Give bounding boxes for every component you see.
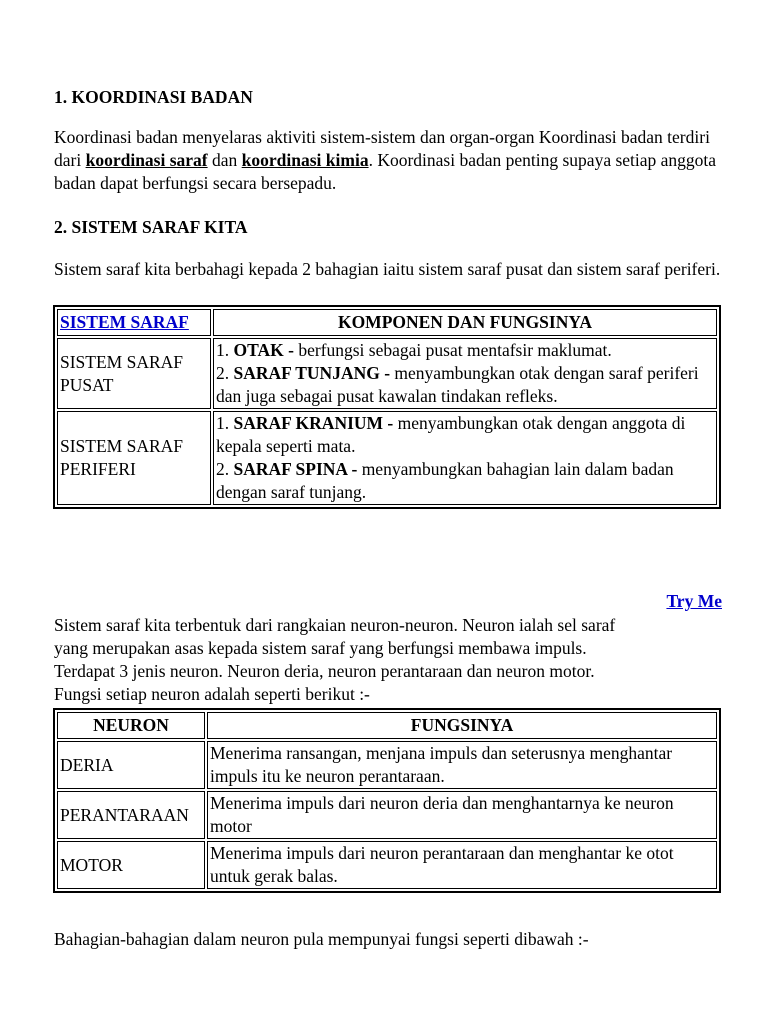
component-desc: berfungsi sebagai pusat mentafsir maklumat. <box>293 340 612 360</box>
neuron-name-cell: DERIA <box>57 741 205 789</box>
section1-paragraph <box>54 126 734 195</box>
try-me-link[interactable]: Try Me <box>666 591 722 611</box>
component-desc: menyambungkan bahagian lain dalam badan dengan saraf tunjang. <box>216 459 674 502</box>
closing-paragraph: Bahagian-bahagian dalam neuron pula mempunyai fungsi seperti dibawah :- <box>54 929 589 949</box>
neuron-intro-line: Sistem saraf kita terbentuk dari rangkaian neuron-neuron. Neuron ialah sel saraf <box>54 615 616 635</box>
sistem-saraf-link[interactable]: SISTEM SARAF <box>60 312 189 332</box>
neuron-table <box>53 708 721 893</box>
section1-heading: 1. KOORDINASI BADAN <box>54 87 253 107</box>
component-name: SARAF SPINA - <box>233 459 358 479</box>
row-name-cell: SISTEM SARAF PUSAT <box>57 338 211 409</box>
item-number: 2. <box>216 459 234 479</box>
neuron-intro <box>54 614 734 706</box>
table-row <box>57 338 717 409</box>
neuron-desc-cell: Menerima impuls dari neuron deria dan menghantarnya ke neuron motor <box>207 791 717 839</box>
neuron-name-cell: MOTOR <box>57 841 205 889</box>
koordinasi-kimia-link[interactable]: koordinasi kimia <box>241 150 369 170</box>
section1-text-a: Koordinasi badan menyelaras aktiviti sistem-sistem dan organ-organ Koordinasi badan terdiri dari <box>54 127 710 170</box>
table-row <box>57 791 717 839</box>
component-item <box>216 412 714 458</box>
table-header-row <box>57 712 717 739</box>
component-item <box>216 339 714 362</box>
header-sistem-saraf <box>57 309 211 336</box>
section2-heading: 2. SISTEM SARAF KITA <box>54 217 248 237</box>
component-name: SARAF KRANIUM - <box>233 413 394 433</box>
component-desc: menyambungkan otak dengan anggota di kepala seperti mata. <box>216 413 686 456</box>
component-name: OTAK - <box>233 340 294 360</box>
item-number: 1. <box>216 340 234 360</box>
neuron-desc-cell: Menerima ransangan, menjana impuls dan seterusnya menghantar impuls itu ke neuron perantaraan. <box>207 741 717 789</box>
section1-text-and: dan <box>207 150 242 170</box>
item-number: 2. <box>216 363 234 383</box>
row-desc-cell <box>213 338 717 409</box>
neuron-intro-line: yang merupakan asas kepada sistem saraf yang berfungsi membawa impuls. <box>54 638 587 658</box>
table-row <box>57 411 717 505</box>
neuron-name-cell: PERANTARAAN <box>57 791 205 839</box>
koordinasi-saraf-link[interactable]: koordinasi saraf <box>85 150 208 170</box>
component-desc: menyambungkan otak dengan saraf periferi dan juga sebagai pusat kawalan tindakan refleks. <box>216 363 699 406</box>
neuron-intro-line: Terdapat 3 jenis neuron. Neuron deria, neuron perantaraan dan neuron motor. <box>54 661 595 681</box>
component-name: SARAF TUNJANG - <box>233 363 391 383</box>
neuron-desc-cell: Menerima impuls dari neuron perantaraan dan menghantar ke otot untuk gerak balas. <box>207 841 717 889</box>
section1-text-b: . Koordinasi badan penting supaya setiap anggota badan dapat berfungsi secara bersepadu. <box>54 150 717 193</box>
header-neuron: NEURON <box>57 712 205 739</box>
table-row <box>57 741 717 789</box>
component-item <box>216 458 714 504</box>
table-row <box>57 841 717 889</box>
sistem-saraf-table <box>53 305 721 509</box>
neuron-intro-line: Fungsi setiap neuron adalah seperti berikut :- <box>54 684 370 704</box>
row-name-cell: SISTEM SARAF PERIFERI <box>57 411 211 505</box>
row-desc-cell <box>213 411 717 505</box>
table-header-row <box>57 309 717 336</box>
header-komponen: KOMPONEN DAN FUNGSINYA <box>213 309 717 336</box>
item-number: 1. <box>216 413 234 433</box>
section2-intro: Sistem saraf kita berbahagi kepada 2 bahagian iaitu sistem saraf pusat dan sistem saraf periferi. <box>54 259 721 279</box>
component-item <box>216 362 714 408</box>
header-fungsinya: FUNGSINYA <box>207 712 717 739</box>
